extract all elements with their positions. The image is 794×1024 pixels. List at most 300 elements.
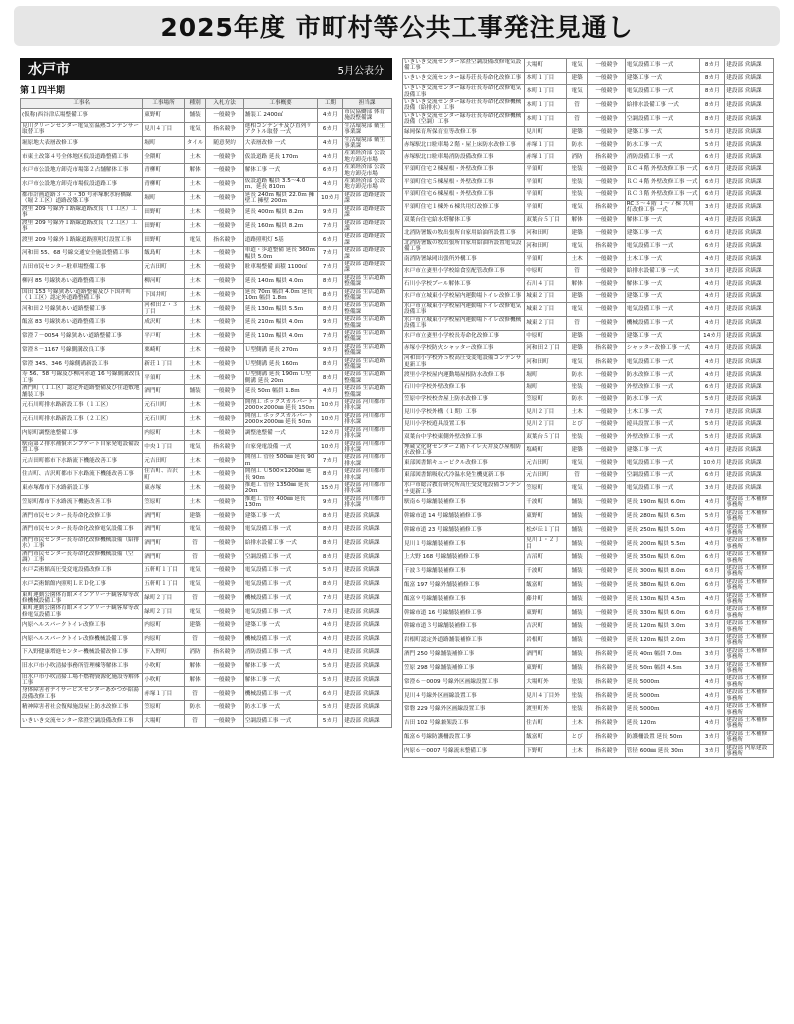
table-row xyxy=(403,482,774,496)
work-name-cell: 河和田２号線狭あい道路整備工事 xyxy=(21,302,143,316)
work-summary-cell: 建築工事 一式 xyxy=(625,227,700,239)
department-cell: 建設部 営繕課 xyxy=(725,418,774,430)
table-row xyxy=(403,369,774,381)
department-cell: 建設部 生活道路整備課 xyxy=(343,288,392,302)
department-cell: 建設部 生活道路整備課 xyxy=(343,357,392,371)
work-name-cell: 見川小学校外構（１期）工事 xyxy=(403,406,525,418)
header-work-period: 工期 xyxy=(318,99,343,109)
work-type-cell: 電気 xyxy=(566,302,588,316)
bid-method-cell: 一般競争 xyxy=(206,632,243,646)
work-place-cell: 元石川町 xyxy=(143,412,184,426)
work-name-cell: 堀原地大表層改修工事 xyxy=(21,136,143,150)
work-name-cell: 笠原 298 号線舗装補修工事 xyxy=(403,661,525,675)
department-cell: 建設部 生活道路整備課 xyxy=(343,385,392,399)
work-place-cell: 酒門町 xyxy=(143,536,184,550)
department-cell: 建設部 営繕課 xyxy=(725,381,774,393)
work-period-cell: 8カ月 xyxy=(318,302,343,316)
department-cell: 建設部 営繕課 xyxy=(725,469,774,481)
work-name-cell: 見川クリーンセンター電気室温熱コンデンサー取替工事 xyxy=(21,122,143,136)
table-row xyxy=(21,564,392,578)
work-place-cell: 住吉町、吉沢町 xyxy=(143,468,184,482)
work-summary-cell: 管径 600㎜ 延長 30ｍ xyxy=(625,744,700,758)
department-cell: 建設部 土木補修事務所 xyxy=(725,661,774,675)
work-type-cell: 舗装 xyxy=(566,495,588,509)
work-period-cell: 4カ月 xyxy=(318,136,343,150)
bid-method-cell: 一般競争 xyxy=(588,290,625,302)
work-type-cell: タイル xyxy=(184,136,206,150)
work-place-cell: 緑町２丁目 xyxy=(143,605,184,619)
work-type-cell: 土木 xyxy=(184,260,206,274)
work-name-cell: 住吉町、吉沢町都市下水路流下機能改善工事 xyxy=(21,468,143,482)
bid-method-cell: 一般競争 xyxy=(588,85,625,99)
work-place-cell: 双葉台５丁目 xyxy=(525,214,566,226)
department-cell: 建設部 営繕課 xyxy=(725,59,774,73)
work-period-cell: 9カ月 xyxy=(318,205,343,219)
work-summary-cell: 空調設備工事 一式 xyxy=(243,550,318,564)
table-row xyxy=(21,136,392,150)
department-cell: 建設部 土木補修事務所 xyxy=(725,523,774,537)
work-name-cell: 飯富６号線防護柵設置工事 xyxy=(403,730,525,744)
work-name-cell: 渡里小学校屋内運動場屋根防水改修工事 xyxy=(403,369,525,381)
bid-method-cell: 一般競争 xyxy=(588,330,625,342)
work-summary-cell: 開削工 ボックスカルバート 2000×2000㎜ 延長 50ｍ xyxy=(243,412,318,426)
work-place-cell: 城東２丁目 xyxy=(525,302,566,316)
table-row xyxy=(21,316,392,330)
work-name-cell: 水戸市公設地方卸売市場仮設道路工事 xyxy=(21,178,143,192)
department-cell: 建設部 営繕課 xyxy=(725,406,774,418)
table-row xyxy=(403,647,774,661)
work-summary-cell: 解体工事 一式 xyxy=(625,214,700,226)
work-type-cell: 土木 xyxy=(184,426,206,440)
work-summary-cell: 給排水設備工事 一式 xyxy=(243,536,318,550)
work-name-cell: 赤塚小学校防火シャッター改修工事 xyxy=(403,342,525,354)
work-summary-cell: 空調設備工事 一式 xyxy=(243,714,318,728)
work-period-cell: 4カ月 xyxy=(700,523,725,537)
work-period-cell: 5カ月 xyxy=(318,673,343,687)
table-row xyxy=(21,577,392,591)
work-type-cell: 防水 xyxy=(566,393,588,405)
work-period-cell: 6カ月 xyxy=(318,233,343,247)
work-name-cell: 駅南６号線舗装補修工事 xyxy=(403,495,525,509)
work-period-cell: 4カ月 xyxy=(318,646,343,660)
work-type-cell: 電気 xyxy=(184,233,206,247)
work-name-cell: 水戸市立妻里小学校給食室配管改修工事 xyxy=(403,265,525,277)
work-summary-cell: 延長 330ｍ 幅員 6.0ｍ xyxy=(625,606,700,620)
table-row xyxy=(21,371,392,385)
work-period-cell: 7カ月 xyxy=(318,247,343,261)
works-table-right xyxy=(402,58,774,758)
work-place-cell: 柳河町 xyxy=(143,274,184,288)
work-place-cell: 元吉田町 xyxy=(525,457,566,469)
work-type-cell: 建築 xyxy=(566,126,588,138)
work-period-cell: 8カ月 xyxy=(700,85,725,99)
bid-method-cell: 一般競争 xyxy=(206,399,243,413)
work-period-cell: 8カ月 xyxy=(700,72,725,84)
work-period-cell: 4カ月 xyxy=(700,316,725,330)
table-row xyxy=(403,176,774,188)
table-row xyxy=(403,578,774,592)
work-summary-cell: Ｕ型側溝 延長 160ｍ xyxy=(243,357,318,371)
bid-method-cell: 一般競争 xyxy=(588,551,625,565)
work-type-cell: 土木 xyxy=(184,178,206,192)
department-cell: 建設部 土木補修事務所 xyxy=(725,564,774,578)
department-cell: 建設部 道路建設課 xyxy=(343,219,392,233)
work-period-cell: 4カ月 xyxy=(700,689,725,703)
department-cell: 建設部 河川都市排水課 xyxy=(343,399,392,413)
work-place-cell: 見川町 xyxy=(525,126,566,138)
table-row xyxy=(21,426,392,440)
work-period-cell: 4カ月 xyxy=(700,537,725,551)
work-name-cell: 幹線市道 14 号線舗装補修工事 xyxy=(403,509,525,523)
department-cell: 建設部 土木補修事務所 xyxy=(725,620,774,634)
work-summary-cell: 給排水設備工事 一式 xyxy=(625,99,700,113)
department-cell: 建設部 営繕課 xyxy=(725,393,774,405)
table-row xyxy=(21,412,392,426)
department-cell: 建設部 土木補修事務所 xyxy=(725,703,774,717)
work-type-cell: 舗装 xyxy=(566,620,588,634)
work-period-cell: 4カ月 xyxy=(700,592,725,606)
work-summary-cell: 消防設備工事 一式 xyxy=(625,151,700,163)
work-name-cell: 緑岡保育所保育室等改修工事 xyxy=(403,126,525,138)
work-type-cell: 舗装 xyxy=(566,523,588,537)
work-name-cell: 埋蔵文化財センター２階トイレ天井及び屋根防水改修工事 xyxy=(403,443,525,457)
table-row xyxy=(403,290,774,302)
work-type-cell: 舗装 xyxy=(566,647,588,661)
department-cell: 建設部 道路建設課 xyxy=(343,260,392,274)
work-period-cell: 4カ月 xyxy=(700,369,725,381)
department-cell: 建設部 営繕課 xyxy=(725,112,774,126)
table-row xyxy=(403,457,774,469)
bid-method-cell: 一般競争 xyxy=(588,443,625,457)
work-place-cell: 河和田町 xyxy=(525,227,566,239)
bid-method-cell: 一般競争 xyxy=(588,606,625,620)
bid-method-cell: 一般競争 xyxy=(206,619,243,633)
work-place-cell: 見川４丁目 xyxy=(143,122,184,136)
bid-method-cell: 一般競争 xyxy=(206,288,243,302)
bid-method-cell: 指名競争 xyxy=(588,675,625,689)
bid-method-cell: 一般競争 xyxy=(206,659,243,673)
work-name-cell: 北消防署飯の牧出張所自家用給油所設置工事 xyxy=(403,227,525,239)
table-row xyxy=(21,454,392,468)
work-summary-cell: 延長 5000ｍ xyxy=(625,689,700,703)
work-summary-cell: 土木工事 一式 xyxy=(625,253,700,265)
table-row xyxy=(403,564,774,578)
bid-method-cell: 指名競争 xyxy=(206,646,243,660)
department-cell: 建設部 営繕課 xyxy=(343,564,392,578)
department-cell: 建設部 営繕課 xyxy=(725,431,774,443)
bid-method-cell: 指名競争 xyxy=(588,661,625,675)
work-type-cell: 舗装 xyxy=(566,564,588,578)
work-summary-cell: 建築工事 一式 xyxy=(625,443,700,457)
work-period-cell: 8カ月 xyxy=(318,536,343,550)
work-summary-cell: ＲＣ３階 外壁改修工事 一式 xyxy=(625,188,700,200)
work-period-cell: 8カ月 xyxy=(318,468,343,482)
work-name-cell: 旧水戸市小吹清掃事務所管理棟等解体工事 xyxy=(21,659,143,673)
bid-method-cell: 一般競争 xyxy=(588,578,625,592)
work-place-cell: 酒門町 xyxy=(143,550,184,564)
work-summary-cell: 建築工事 一式 xyxy=(625,290,700,302)
work-place-cell: 下野町 xyxy=(525,744,566,758)
work-period-cell: 6カ月 xyxy=(700,163,725,175)
work-type-cell: 土木 xyxy=(184,288,206,302)
work-summary-cell: 機械設備工事 一式 xyxy=(243,591,318,605)
work-place-cell: 赤塚１丁目 xyxy=(143,687,184,701)
work-name-cell: 内原ヘルスパークトイレ改修工事 xyxy=(21,619,143,633)
work-period-cell: 4カ月 xyxy=(700,703,725,717)
header-department: 担当課 xyxy=(343,99,392,109)
work-name-cell: 飯富 197 号線外舗装補修工事 xyxy=(403,578,525,592)
work-type-cell: 電気 xyxy=(566,457,588,469)
table-row xyxy=(21,659,392,673)
bid-method-cell: 一般競争 xyxy=(588,469,625,481)
bid-method-cell: 一般競争 xyxy=(588,406,625,418)
table-row xyxy=(21,122,392,136)
work-type-cell: 舗装 xyxy=(566,661,588,675)
work-name-cell: 酒門町（１工区）認定外道路整備及び住道敷地舗装工事 xyxy=(21,385,143,399)
work-summary-cell: 延長 190ｍ 幅員 6.0ｍ xyxy=(625,495,700,509)
work-place-cell: 五軒町１丁目 xyxy=(143,577,184,591)
work-place-cell: 東野町 xyxy=(525,606,566,620)
work-summary-cell: 電気設備工事 一式 xyxy=(243,605,318,619)
work-period-cell: 6カ月 xyxy=(700,578,725,592)
bid-method-cell: 一般競争 xyxy=(588,265,625,277)
work-name-cell: 常磐 229 号線外区画線設置工事 xyxy=(403,703,525,717)
work-name-cell: 双葉台住宅給水塔解体工事 xyxy=(403,214,525,226)
department-cell: 建設部 営繕課 xyxy=(725,290,774,302)
work-name-cell: 常澄 345、346 号線側溝新設工事 xyxy=(21,357,143,371)
work-place-cell: 平須町 xyxy=(525,188,566,200)
table-row xyxy=(21,385,392,399)
bid-method-cell: 一般競争 xyxy=(588,163,625,175)
department-cell: 建設部 営繕課 xyxy=(343,509,392,523)
work-name-cell: 水戸市立妻里小学校長寿命化改修工事 xyxy=(403,330,525,342)
work-type-cell: 管 xyxy=(184,550,206,564)
work-period-cell: 8カ月 xyxy=(700,59,725,73)
department-cell: 建設部 営繕課 xyxy=(343,659,392,673)
work-name-cell: 平須町住宅１棟外６棟共用灯改修工事 xyxy=(403,200,525,214)
work-summary-cell: 電気設備工事 一式 xyxy=(625,85,700,99)
work-place-cell: 酒門町 xyxy=(525,647,566,661)
header-work-summary: 工事概要 xyxy=(243,99,318,109)
department-cell: 建設部 土木補修事務所 xyxy=(725,634,774,648)
work-summary-cell: 延長 210ｍ 幅員 4.0ｍ xyxy=(243,316,318,330)
table-row xyxy=(403,406,774,418)
work-summary-cell: 延長 120ｍ 幅員 2.0ｍ xyxy=(625,634,700,648)
header-work-type: 種別 xyxy=(184,99,206,109)
department-cell: 建設部 営繕課 xyxy=(725,265,774,277)
work-summary-cell: 調整池整備 一式 xyxy=(243,426,318,440)
work-summary-cell: 車道・歩道整備 延長 360ｍ 幅員 5.0ｍ xyxy=(243,247,318,261)
work-name-cell: いきいき交流センター緑寿荘長寿命化改修機械設備（給排水）工事 xyxy=(403,99,525,113)
table-row xyxy=(403,112,774,126)
work-place-cell: 元吉田町 xyxy=(143,260,184,274)
work-period-cell: 6カ月 xyxy=(700,606,725,620)
work-place-cell: 青柳町 xyxy=(143,178,184,192)
work-summary-cell: 建築工事 一式 xyxy=(243,619,318,633)
work-summary-cell: 延長 380ｍ 幅員 6.0ｍ xyxy=(625,578,700,592)
work-place-cell: 酒門町 xyxy=(143,509,184,523)
work-type-cell: 土木 xyxy=(184,481,206,495)
work-period-cell: 8カ月 xyxy=(318,509,343,523)
work-type-cell: 土木 xyxy=(184,302,206,316)
department-cell: 産業経済部 公設地方卸売市場 xyxy=(343,178,392,192)
work-summary-cell: 電気設備工事 一式 xyxy=(625,457,700,469)
department-cell: 建設部 営繕課 xyxy=(725,369,774,381)
table-row xyxy=(403,253,774,265)
work-summary-cell: 延長 130ｍ 幅員 5.5ｍ xyxy=(243,302,318,316)
bid-method-cell: 指名競争 xyxy=(206,233,243,247)
work-summary-cell: 延長 120ｍ xyxy=(625,716,700,730)
work-place-cell: 新荘１丁目 xyxy=(143,357,184,371)
work-place-cell: 大場町 xyxy=(525,59,566,73)
work-place-cell: 笠原町 xyxy=(525,393,566,405)
work-place-cell: 元吉田町 xyxy=(143,454,184,468)
bid-method-cell: 一般競争 xyxy=(588,253,625,265)
work-place-cell: 吉沼町 xyxy=(525,551,566,565)
work-place-cell: 全隈町 xyxy=(143,150,184,164)
work-summary-cell: 電気設備工事 一式 xyxy=(243,523,318,537)
bid-method-cell: 指名競争 xyxy=(588,730,625,744)
work-period-cell: 5カ月 xyxy=(700,431,725,443)
work-summary-cell: 延長 160ｍ 幅員 8.2ｍ xyxy=(243,219,318,233)
bid-method-cell: 一般競争 xyxy=(206,371,243,385)
work-summary-cell: 大表層改修 一式 xyxy=(243,136,318,150)
work-period-cell: 4カ月 xyxy=(700,302,725,316)
work-place-cell: 渡里町外 xyxy=(525,703,566,717)
work-summary-cell: 防水工事 一式 xyxy=(625,393,700,405)
work-name-cell: 水戸市立城東小学校屋内運動場トイレ改修工事 xyxy=(403,290,525,302)
bid-method-cell: 一般競争 xyxy=(588,620,625,634)
work-summary-cell: 機械設備工事 一式 xyxy=(243,687,318,701)
work-place-cell: 東野町 xyxy=(525,661,566,675)
work-period-cell: 4カ月 xyxy=(700,355,725,369)
table-row xyxy=(403,72,774,84)
table-row xyxy=(21,288,392,302)
table-row xyxy=(21,164,392,178)
table-row xyxy=(403,188,774,200)
work-type-cell: 塗装 xyxy=(566,381,588,393)
bid-method-cell: 一般競争 xyxy=(588,214,625,226)
work-period-cell: 4カ月 xyxy=(700,278,725,290)
work-place-cell: 下入野町 xyxy=(143,646,184,660)
work-type-cell: 土木 xyxy=(184,371,206,385)
work-summary-cell: 延長 280ｍ 幅員 6.5ｍ xyxy=(625,509,700,523)
table-row xyxy=(403,509,774,523)
department-cell: 市民協働部 体育施設整備課 xyxy=(343,109,392,123)
work-summary-cell: RC３～４階 １～７棟 共用灯改修工事 一式 xyxy=(625,200,700,214)
work-place-cell: 本町１丁目 xyxy=(525,72,566,84)
table-row xyxy=(403,689,774,703)
table-row xyxy=(21,440,392,454)
work-place-cell: 青柳町 xyxy=(143,164,184,178)
work-name-cell: 北消防署飯の牧出張所自家用給油所設置電気設備工事 xyxy=(403,239,525,253)
work-name-cell: 赤塚駅北口駐車場消防設備改修工事 xyxy=(403,151,525,163)
department-cell: 建設部 営繕課 xyxy=(725,163,774,175)
bid-method-cell: 指名競争 xyxy=(206,122,243,136)
department-cell: 建設部 営繕課 xyxy=(725,443,774,457)
work-name-cell: 常澄６－0009 号線外区画線設置工事 xyxy=(403,675,525,689)
work-place-cell: 千波町 xyxy=(525,564,566,578)
work-place-cell: 城東２丁目 xyxy=(525,290,566,302)
department-cell: 建設部 生活道路整備課 xyxy=(343,274,392,288)
work-place-cell: 内原町 xyxy=(143,426,184,440)
table-row xyxy=(403,151,774,163)
bid-method-cell: 一般競争 xyxy=(588,592,625,606)
work-place-cell: 平須町 xyxy=(143,371,184,385)
work-type-cell: 管 xyxy=(184,591,206,605)
work-type-cell: 土木 xyxy=(184,343,206,357)
table-row xyxy=(21,247,392,261)
bid-method-cell: 指名競争 xyxy=(588,647,625,661)
work-period-cell: 5カ月 xyxy=(700,509,725,523)
work-name-cell: 東部図書館キュービクル改修工事 xyxy=(403,457,525,469)
work-period-cell: 6カ月 xyxy=(700,469,725,481)
bid-method-cell: 一般競争 xyxy=(206,454,243,468)
department-cell: 建設部 河川都市排水課 xyxy=(343,468,392,482)
bid-method-cell: 指名競争 xyxy=(588,689,625,703)
department-cell: 生活環境部 衛生事業課 xyxy=(343,122,392,136)
header-work-place: 工事場所 xyxy=(143,99,184,109)
work-summary-cell: 舗装工 2400㎡ xyxy=(243,109,318,123)
table-row xyxy=(21,619,392,633)
title-bar xyxy=(14,6,780,46)
work-place-cell: 内原町 xyxy=(143,632,184,646)
department-cell: 建設部 土木補修事務所 xyxy=(725,592,774,606)
table-row xyxy=(403,634,774,648)
work-summary-cell: 延長 130ｍ 幅員 4.5ｍ xyxy=(625,592,700,606)
department-cell: 建設部 営繕課 xyxy=(343,687,392,701)
department-cell: 建設部 土木補修事務所 xyxy=(725,730,774,744)
bid-method-cell: 一般競争 xyxy=(588,278,625,290)
bid-method-cell: 一般競争 xyxy=(206,260,243,274)
department-cell: 建設部 土木補修事務所 xyxy=(725,537,774,551)
work-type-cell: 土木 xyxy=(184,399,206,413)
work-type-cell: 解体 xyxy=(184,164,206,178)
table-row xyxy=(403,418,774,430)
work-type-cell: 消防 xyxy=(184,646,206,660)
work-period-cell: 10カ月 xyxy=(318,440,343,454)
work-type-cell: 土木 xyxy=(184,468,206,482)
table-row xyxy=(21,701,392,715)
work-name-cell: 酒門市民センター長寿命化改修機械設備（空調）工事 xyxy=(21,550,143,564)
table-row xyxy=(403,316,774,330)
work-place-cell: 赤塚１丁目 xyxy=(525,139,566,151)
work-place-cell: 河和田２丁目 xyxy=(525,342,566,354)
work-type-cell: 塗装 xyxy=(566,188,588,200)
work-name-cell: 笠原町都市下水路流下機能改善工事 xyxy=(21,495,143,509)
work-summary-cell: 建築工事 一式 xyxy=(625,126,700,138)
work-type-cell: 管 xyxy=(184,632,206,646)
work-summary-cell: 自家発電設備 一式 xyxy=(243,440,318,454)
work-type-cell: 土木 xyxy=(566,406,588,418)
work-summary-cell: 延長 110ｍ 幅員 4.0ｍ xyxy=(243,330,318,344)
work-type-cell: 建築 xyxy=(566,330,588,342)
work-type-cell: 解体 xyxy=(566,214,588,226)
bid-method-cell: 一般競争 xyxy=(588,227,625,239)
work-period-cell: 4カ月 xyxy=(700,495,725,509)
work-name-cell: 酒門 250 号線舗装補修工事 xyxy=(403,647,525,661)
table-row xyxy=(21,673,392,687)
bid-method-cell: 一般競争 xyxy=(588,457,625,469)
table-body-right xyxy=(403,59,774,758)
work-place-cell: 双葉台５丁目 xyxy=(525,431,566,443)
department-cell: 建設部 河川都市排水課 xyxy=(343,481,392,495)
work-summary-cell: 解体工事 一式 xyxy=(243,673,318,687)
department-cell: 建設部 土木補修事務所 xyxy=(725,509,774,523)
work-period-cell: 4カ月 xyxy=(318,632,343,646)
department-cell: 産業経済部 公設地方卸売市場 xyxy=(343,164,392,178)
work-summary-cell: 電気設備工事 一式 xyxy=(243,564,318,578)
